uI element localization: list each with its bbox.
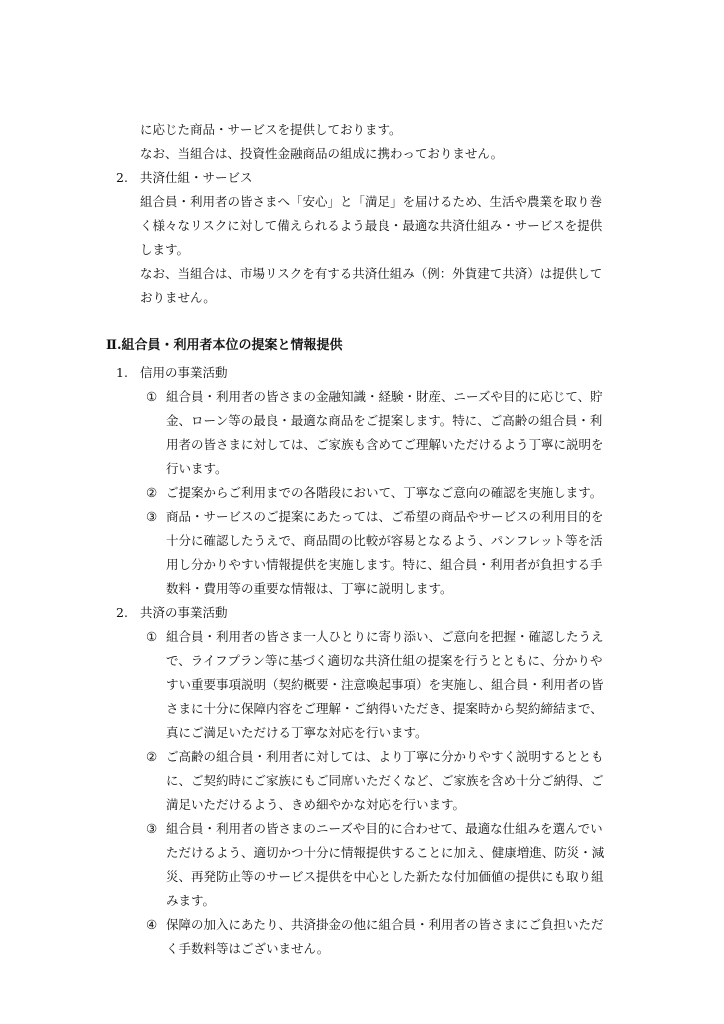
item-line: で、ライフプラン等に基づく適切な共済仕組の提案を行うとともに、分かりや bbox=[166, 653, 603, 668]
item-line: 数料・費用等の重要な情報は、丁寧に説明します。 bbox=[166, 581, 453, 596]
item-line: 金、ローン等の最良・最適な商品をご提案します。特に、ご高齢の組合員・利 bbox=[166, 413, 603, 428]
item-line: 組合員・利用者の皆さまのニーズや目的に合わせて、最適な仕組みを選んでい bbox=[166, 821, 603, 836]
item-line: 組合員・利用者の皆さま一人ひとりに寄り添い、ご意向を把握・確認したうえ bbox=[166, 629, 604, 644]
item-line: すい重要事項説明（契約概要・注意喚起事項）を実施し、組合員・利用者の皆 bbox=[166, 677, 604, 692]
shinyo-title: 信用の事業活動 bbox=[140, 365, 228, 380]
item-line: ご提案からご利用までの各階段において、丁寧なご意向の確認を実施します。 bbox=[166, 485, 603, 500]
item-line: 保障の加入にあたり、共済掛金の他に組合員・利用者の皆さまにご負担いただ bbox=[166, 917, 604, 932]
section-heading: Ⅱ.組合員・利用者本位の提案と情報提供 bbox=[106, 338, 343, 353]
item-line: 災、再発防止等のサービス提供を中心とした新たな付加価値の提供にも取り組 bbox=[166, 869, 604, 884]
item-line: ただけるよう、適切かつ十分に情報提供することに加え、健康増進、防災・減 bbox=[166, 845, 605, 860]
kyosai-para-line: なお、当組合は、市場リスクを有する共済仕組み（例：外貨建て共済）は提供して bbox=[140, 266, 603, 281]
item-line: 組合員・利用者の皆さまの金融知識・経験・財産、ニーズや目的に応じて、貯 bbox=[166, 389, 603, 404]
item-marker: ② bbox=[146, 485, 158, 500]
item-line: く手数料等はございません。 bbox=[166, 941, 330, 956]
item-line: みます。 bbox=[166, 893, 216, 908]
item-marker: ③ bbox=[146, 821, 158, 836]
item-marker: ③ bbox=[146, 509, 158, 524]
kyosai-section-title: 共済仕組・サービス bbox=[140, 170, 253, 185]
intro-line-1: に応じた商品・サービスを提供しております。 bbox=[140, 122, 402, 137]
item-marker: ④ bbox=[146, 917, 158, 932]
item-marker: ① bbox=[146, 629, 158, 644]
item-line: 十分に確認したうえで、商品間の比較が容易となるよう、パンフレット等を活 bbox=[166, 533, 603, 548]
item-line: 真にご満足いただける丁寧な対応を行います。 bbox=[166, 725, 428, 740]
item-line: さまに十分に保障内容をご理解・ご納得いただき、提案時から契約締結まで、 bbox=[166, 701, 603, 716]
kyosai-para-line: 組合員・利用者の皆さまへ「安心」と「満足」を届けるため、生活や農業を取り巻 bbox=[140, 194, 603, 209]
kyosai-para-line: します。 bbox=[140, 242, 190, 257]
intro-line-2: なお、当組合は、投資性金融商品の組成に携わっておりません。 bbox=[140, 146, 504, 161]
kyosai-activity-title: 共済の事業活動 bbox=[140, 605, 228, 620]
item-line: 商品・サービスのご提案にあたっては、ご希望の商品やサービスの利用目的を bbox=[166, 509, 604, 524]
item-line: 用し分かりやすい情報提供を実施します。特に、組合員・利用者が負担する手 bbox=[166, 557, 603, 572]
item-line: 用者の皆さまに対しては、ご家族も含めてご理解いただけるよう丁寧に説明を bbox=[166, 437, 604, 452]
shinyo-number: 1. bbox=[116, 365, 128, 380]
kyosai-para-line: おりません。 bbox=[140, 290, 216, 305]
kyosai-activity-number: 2. bbox=[116, 605, 128, 620]
kyosai-section-number: 2. bbox=[116, 170, 128, 185]
item-marker: ① bbox=[146, 389, 158, 404]
kyosai-para-line: く様々なリスクに対して備えられるよう最良・最適な共済仕組み・サービスを提供 bbox=[140, 218, 603, 233]
item-line: ご高齢の組合員・利用者に対しては、より丁寧に分かりやすく説明するととも bbox=[166, 749, 604, 764]
item-line: 満足いただけるよう、きめ細やかな対応を行います。 bbox=[166, 797, 466, 812]
item-line: 行います。 bbox=[166, 461, 228, 476]
item-line: に、ご契約時にご家族にもご同席いただくなど、ご家族を含め十分ご納得、ご bbox=[166, 773, 604, 788]
item-marker: ② bbox=[146, 749, 158, 764]
